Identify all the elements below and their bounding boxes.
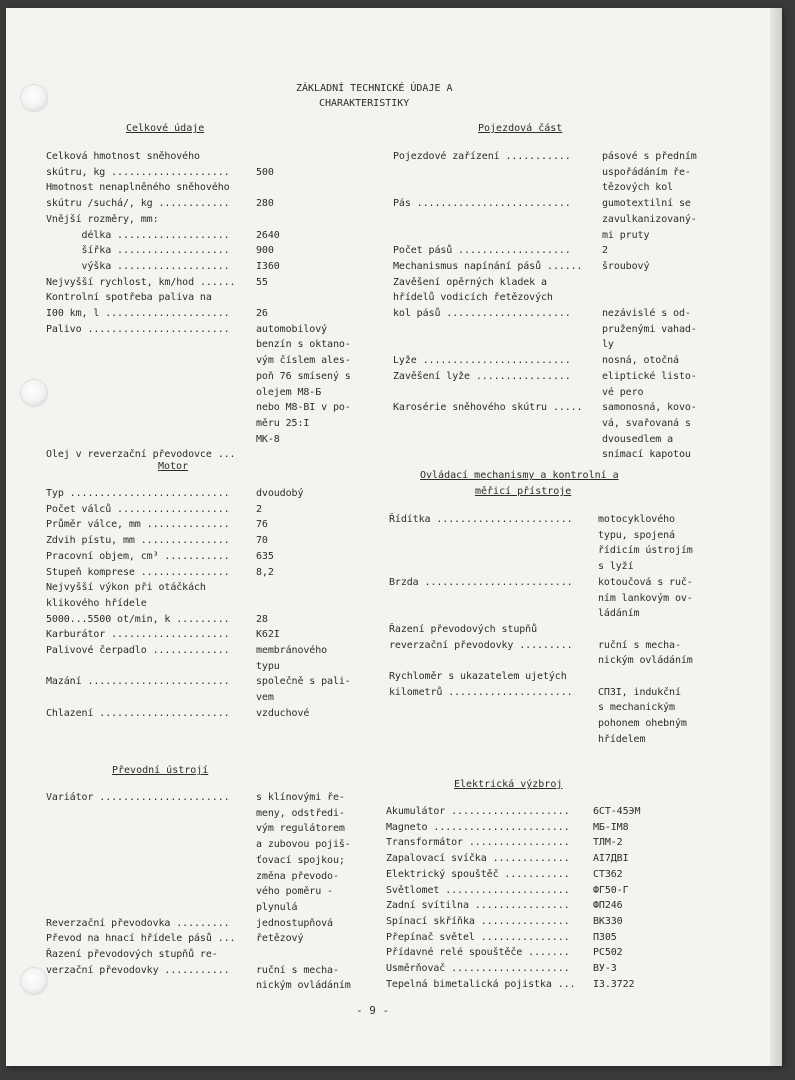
page-edge (770, 8, 782, 1066)
section-heading-motor: Motor (158, 461, 189, 472)
section-heading-ovladaci-line-2: měřicí přístroje (475, 486, 572, 497)
prevodni-labels: Variátor ...................... Reverzační převodovka ......... Převod na hnací hřídele pásů ... Řazení převodových stupňů re- verzační převodovky ........... (46, 792, 236, 976)
punch-hole (21, 380, 47, 406)
section-heading-pojezdova: Pojezdová část (478, 123, 563, 134)
motor-labels: Typ ........................... Počet válců ................... Průměr válce, mm .............. Zdvih pístu, mm ............... Pracovní objem, cm³ ........... Stupeň komprese ............... Nejvyšší výkon při otáčkách klikového hřídele 5000...5500 ot/min, k ......... Karburátor .................... Palivové čerpadlo ............. Mazání ........................ Chlazení ...................... (46, 488, 230, 719)
punch-hole (21, 85, 47, 111)
section-heading-prevodni: Převodní ústrojí (112, 765, 209, 776)
section-heading-elektricka: Elektrická výzbroj (454, 779, 563, 790)
document-page (6, 8, 782, 1066)
section-heading-ovladaci-line-1: Ovládací mechanismy a kontrolní a (420, 470, 619, 481)
document-title-line-1: ZÁKLADNÍ TECHNICKÉ ÚDAJE A (296, 83, 453, 94)
celkove-labels: Celková hmotnost sněhového skútru, kg .................... Hmotnost nenaplněného sněhového skútru /suchá/, kg ............ Vnější rozměry, mm: délka ................... šířka ................... výška ................... Nejvyšší rychlost, km/hod ...... Kontrolní spotřeba paliva na I00 km, l ..................... Palivo ........................ Olej v reverzační převodovce ... (46, 151, 236, 461)
ovladaci-values: motocyklového typu, spojená řídicím ústrojím s lyží kotoučová s ruč- ním lankovým ov- ládáním ruční s mecha- nickým ovládáním СП3I, indukční s mechanickým pohonem ohebným hřídelem (598, 514, 693, 745)
motor-values: dvoudobý 2 76 70 635 8,2 28 K62I membránového typu společně s pali- vem vzduchové (256, 488, 351, 719)
document-title-line-2: CHARAKTERISTIKY (319, 98, 410, 109)
ovladaci-labels: Řídítka ....................... Brzda ......................... Řazení převodových stupňů reverzační převodovky ......... Rychloměr s ukazatelem ujetých kilometrů ..................... (389, 514, 573, 698)
page-number: - 9 - (356, 1004, 390, 1017)
section-heading-celkove: Celkové údaje (126, 123, 205, 134)
elektricka-labels: Akumulátor .................... Magneto ....................... Transformátor ................. Zapalovací svíčka ............. Elektrický spouštěč ........... Světlomet ..................... Zadní svítilna ................ Spínací skříňka ............... Přepínač světel ............... Přídavné relé spouštěče ....... Usměrňovač .................... Tepelná bimetalická pojistka ... (386, 806, 576, 990)
prevodni-values: s klínovými ře- meny, odstředi- vým regulátorem a zubovou pojiš- ťovací spojkou; změna převodo- vého poměru - plynulá jednostupňová řetězový ruční s mecha- nickým ovládáním (256, 792, 351, 992)
punch-hole (21, 968, 47, 994)
elektricka-values: 6CT-45ЭM МБ-IМ8 TЛМ-2 AI7ДВI CT362 ФГ50-Г ФП246 BK330 П305 PC502 ВУ-3 I3.3722 (593, 806, 641, 990)
pojezdova-labels: Pojezdové zařízení ........... Pás .......................... Počet pásů ................... Mechanismus napínání pásů ...... Zavěšení opěrných kladek a hřídelů vodicích řetězových kol pásů ..................... Lyže ......................... Zavěšení lyže ................ Karosérie sněhového skútru ..... (393, 151, 583, 414)
pojezdova-values: pásové s předním uspořádáním ře- tězových kol gumotextilní se zavulkanizovaný- mi pruty 2 šroubový nezávislé s od- pruženými vahad- ly nosná, otočná eliptické listo- vé pero samonosná, kovo- vá, svařovaná s dvousedlem a snímací kapotou (602, 151, 697, 461)
celkove-values: 500 280 2640 900 I360 55 26 automobilový benzín s oktano- vým číslem ales- poň 76 smísený s olejem M8-Б nebo M8-BI v po- měru 25:I MK-8 (256, 166, 351, 445)
